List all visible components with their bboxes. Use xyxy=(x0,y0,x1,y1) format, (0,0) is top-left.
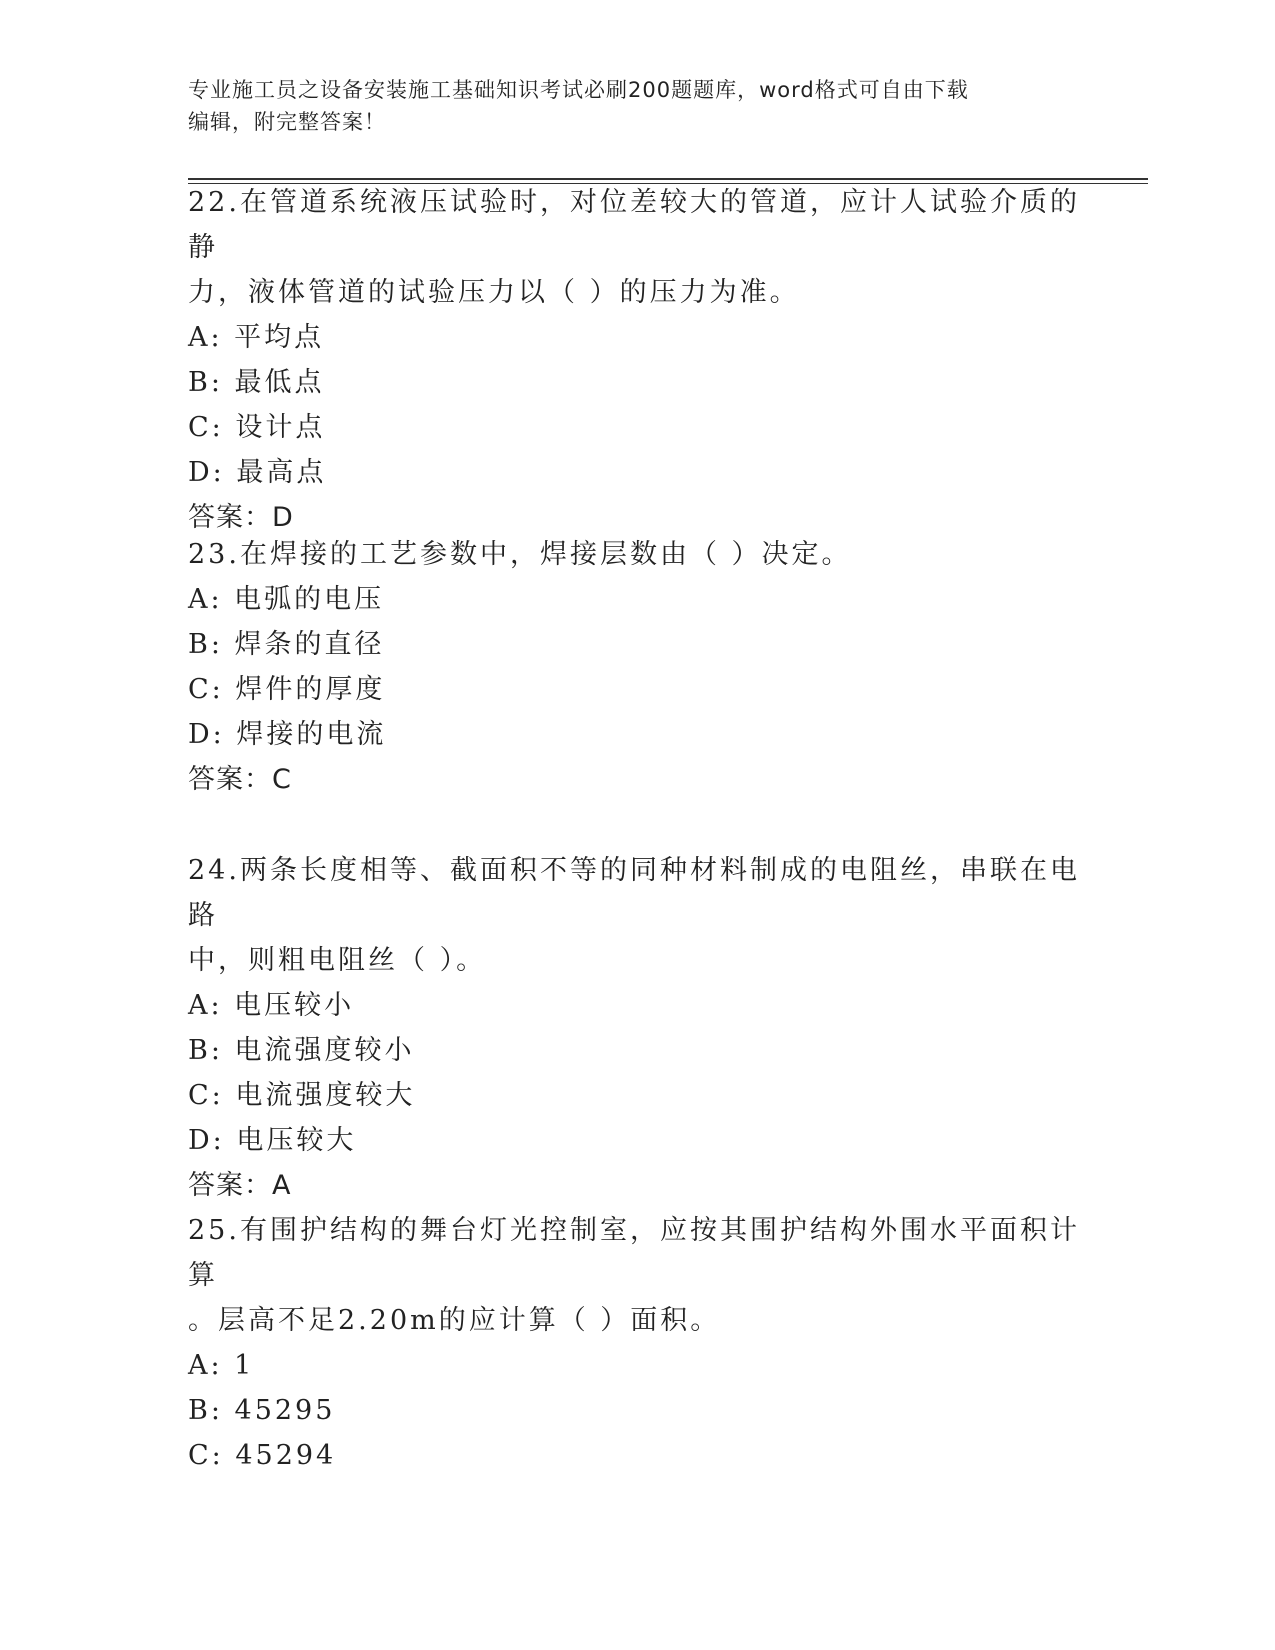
option-a: A: 电弧的电压 xyxy=(188,584,385,615)
option-c: C: 电流强度较大 xyxy=(188,1080,416,1111)
option-c: C: 45294 xyxy=(188,1440,337,1471)
document-header xyxy=(188,74,1078,138)
option-d: D: 最高点 xyxy=(188,457,327,488)
answer: 答案：A xyxy=(188,1170,292,1201)
option-b: B: 45295 xyxy=(188,1395,336,1426)
question-stem-line: 中，则粗电阻丝（ ）。 xyxy=(188,945,487,976)
question-25 xyxy=(188,1208,1088,1478)
option-c: C: 设计点 xyxy=(188,412,326,443)
question-stem-line: 。层高不足2.20m的应计算（ ）面积。 xyxy=(188,1305,721,1336)
question-stem-line: 24.两条长度相等、截面积不等的同种材料制成的电阻丝，串联在电路 xyxy=(188,855,1080,931)
question-stem-line: 25.有围护结构的舞台灯光控制室，应按其围护结构外围水平面积计算 xyxy=(188,1215,1080,1291)
option-d: D: 电压较大 xyxy=(188,1125,357,1156)
option-a: A: 1 xyxy=(188,1350,255,1381)
header-line-2: 编辑，附完整答案！ xyxy=(188,110,386,134)
question-22 xyxy=(188,180,1088,540)
option-c: C: 焊件的厚度 xyxy=(188,674,386,705)
option-b: B: 焊条的直径 xyxy=(188,629,385,660)
option-b: B: 最低点 xyxy=(188,367,325,398)
question-stem-line: 力，液体管道的试验压力以（ ）的压力为准。 xyxy=(188,277,800,308)
answer: 答案：D xyxy=(188,502,294,533)
option-d: D: 焊接的电流 xyxy=(188,719,387,750)
question-stem-line: 23.在焊接的工艺参数中，焊接层数由（ ）决定。 xyxy=(188,539,852,570)
option-a: A: 电压较小 xyxy=(188,990,355,1021)
option-a: A: 平均点 xyxy=(188,322,325,353)
question-stem-line: 22.在管道系统液压试验时，对位差较大的管道，应计人试验介质的静 xyxy=(188,187,1080,263)
answer: 答案：C xyxy=(188,764,292,795)
option-b: B: 电流强度较小 xyxy=(188,1035,415,1066)
question-24 xyxy=(188,848,1088,1208)
header-line-1: 专业施工员之设备安装施工基础知识考试必刷200题题库，word格式可自由下载 xyxy=(188,78,969,102)
question-23 xyxy=(188,532,1088,802)
